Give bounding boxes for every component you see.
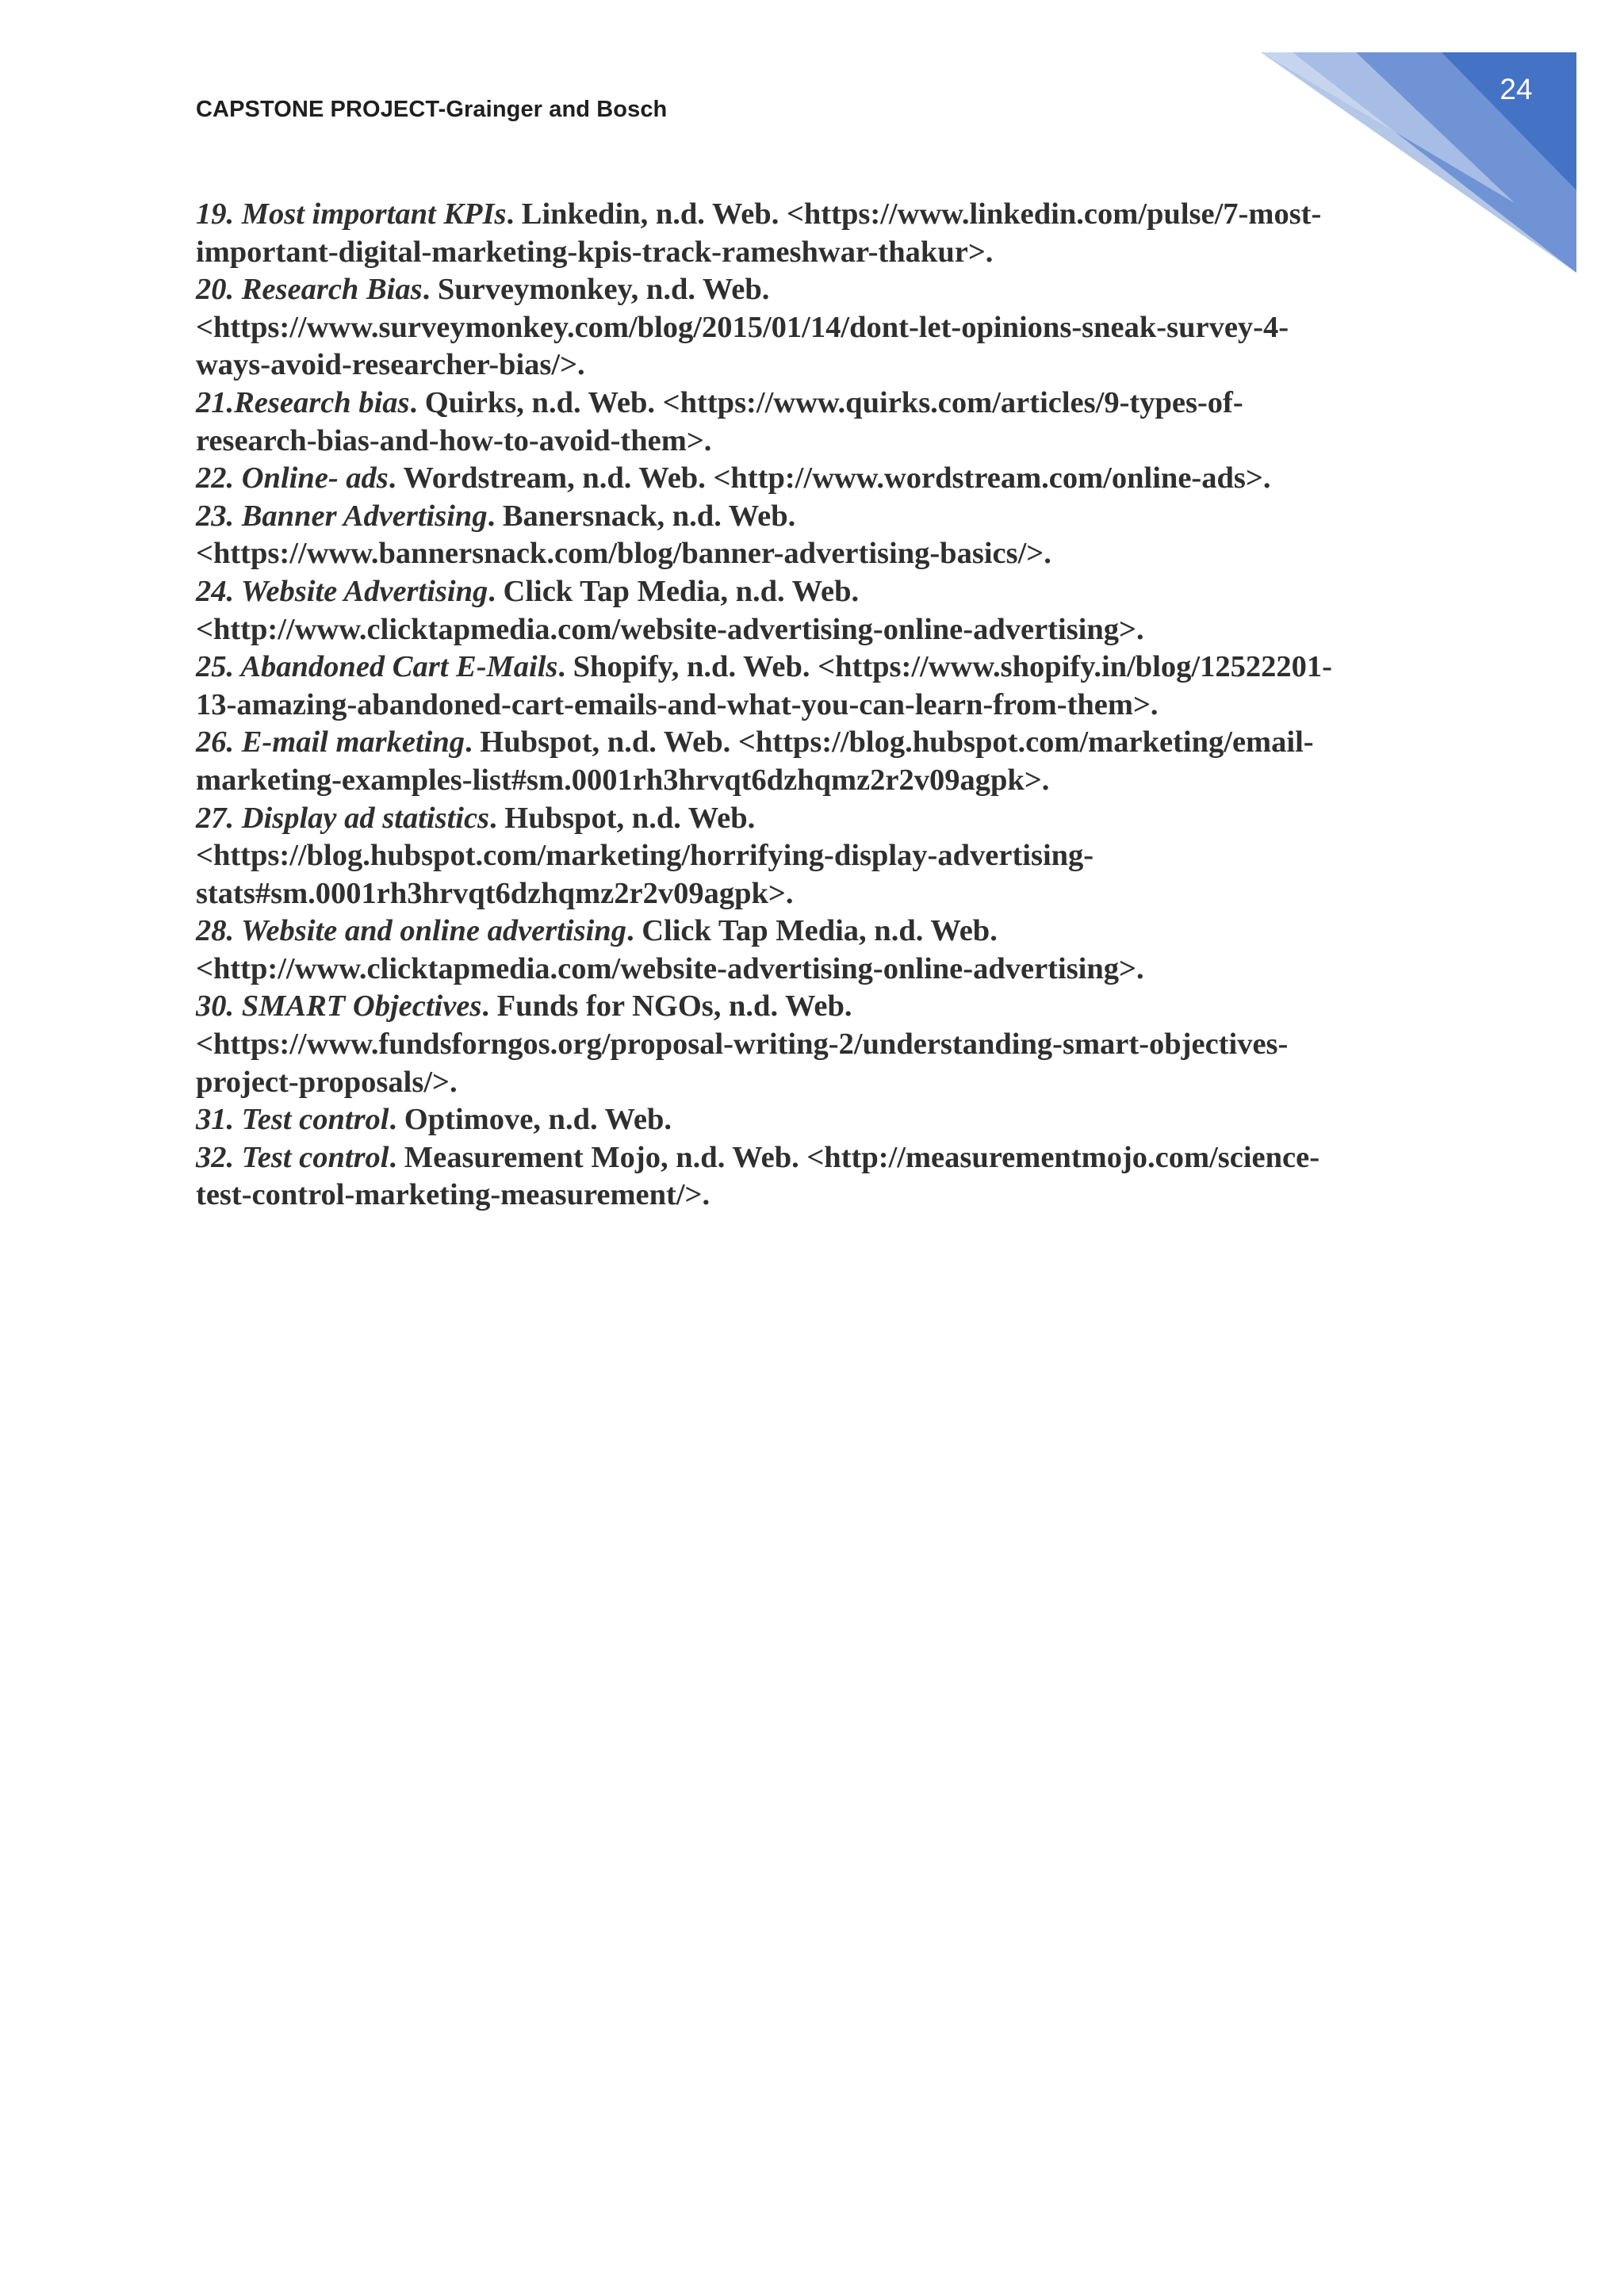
reference-line xyxy=(196,1139,1433,1177)
reference-item xyxy=(196,649,1433,724)
reference-title: 24. Website Advertising xyxy=(196,574,488,608)
reference-item xyxy=(196,573,1433,649)
reference-item xyxy=(196,1139,1433,1215)
reference-item xyxy=(196,724,1433,799)
reference-title: 26. E-mail marketing xyxy=(196,725,465,760)
reference-line xyxy=(196,1101,1433,1139)
reference-item xyxy=(196,460,1433,498)
reference-list xyxy=(196,196,1433,1215)
reference-source: . Optimove, n.d. Web. xyxy=(389,1103,672,1137)
running-header: CAPSTONE PROJECT-Grainger and Bosch xyxy=(196,97,668,122)
reference-title: 32. Test control xyxy=(196,1140,389,1174)
reference-continuation: <https://www.surveymonkey.com/blog/2015/01/14/dont-let-opinions-sneak-survey-4- xyxy=(196,310,1289,344)
reference-item xyxy=(196,800,1433,913)
reference-title: 20. Research Bias xyxy=(196,273,423,307)
reference-source: . Click Tap Media, n.d. Web. xyxy=(626,914,998,948)
reference-title: 23. Banner Advertising xyxy=(196,499,488,533)
reference-source: . Hubspot, n.d. Web. <https://blog.hubspot.com/marketing/email- xyxy=(465,725,1314,760)
reference-source: . Wordstream, n.d. Web. <http://www.wordstream.com/online-ads>. xyxy=(388,461,1271,496)
reference-source: . Click Tap Media, n.d. Web. xyxy=(488,574,860,608)
reference-continuation: 13-amazing-abandoned-cart-emails-and-what-you-can-learn-from-them>. xyxy=(196,687,1159,721)
reference-title: 30. SMART Objectives xyxy=(196,989,482,1024)
reference-line xyxy=(196,385,1433,423)
reference-source: . Funds for NGOs, n.d. Web. xyxy=(481,989,852,1024)
reference-continuation: <http://www.clicktapmedia.com/website-advertising-online-advertising>. xyxy=(196,612,1144,646)
reference-item xyxy=(196,1101,1433,1139)
reference-source: . Surveymonkey, n.d. Web. xyxy=(422,273,770,307)
reference-continuation: marketing-examples-list#sm.0001rh3hrvqt6dzhqmz2r2v09agpk>. xyxy=(196,763,1050,797)
reference-item xyxy=(196,498,1433,573)
reference-item xyxy=(196,271,1433,385)
reference-source: . Measurement Mojo, n.d. Web. <http://measurementmojo.com/science- xyxy=(389,1140,1320,1174)
reference-line xyxy=(196,988,1433,1026)
reference-title: 28. Website and online advertising xyxy=(196,914,626,948)
reference-title: 21.Research bias xyxy=(196,385,410,419)
reference-item xyxy=(196,988,1433,1101)
reference-line xyxy=(196,460,1433,498)
reference-continuation: <http://www.clicktapmedia.com/website-advertising-online-advertising>. xyxy=(196,951,1144,985)
reference-continuation: project-proposals/>. xyxy=(196,1065,458,1099)
reference-title: 19. Most important KPIs xyxy=(196,197,507,231)
reference-title: 22. Online- ads xyxy=(196,461,389,496)
reference-continuation: <https://blog.hubspot.com/marketing/horrifying-display-advertising- xyxy=(196,839,1094,873)
reference-line xyxy=(196,573,1433,611)
reference-item xyxy=(196,913,1433,988)
reference-source: . Linkedin, n.d. Web. <https://www.linkedin.com/pulse/7-most- xyxy=(506,197,1322,231)
reference-source: . Shopify, n.d. Web. <https://www.shopify.in/blog/12522201- xyxy=(557,650,1332,684)
reference-continuation: test-control-marketing-measurement/>. xyxy=(196,1178,710,1212)
reference-source: . Banersnack, n.d. Web. xyxy=(487,499,796,533)
reference-item xyxy=(196,385,1433,460)
reference-line xyxy=(196,724,1433,762)
reference-continuation: important-digital-marketing-kpis-track-rameshwar-thakur>. xyxy=(196,235,994,269)
reference-continuation: ways-avoid-researcher-bias/>. xyxy=(196,348,585,382)
reference-continuation: research-bias-and-how-to-avoid-them>. xyxy=(196,423,712,457)
reference-continuation: <https://www.fundsforngos.org/proposal-writing-2/understanding-smart-objectives- xyxy=(196,1027,1289,1062)
reference-line xyxy=(196,196,1433,234)
reference-line xyxy=(196,271,1433,309)
reference-continuation: <https://www.bannersnack.com/blog/banner-advertising-basics/>. xyxy=(196,537,1051,571)
reference-continuation: stats#sm.0001rh3hrvqt6dzhqmz2r2v09agpk>. xyxy=(196,876,794,910)
reference-item xyxy=(196,196,1433,271)
reference-title: 31. Test control xyxy=(196,1103,389,1137)
reference-title: 25. Abandoned Cart E-Mails xyxy=(196,650,558,684)
reference-line xyxy=(196,800,1433,838)
reference-source: . Quirks, n.d. Web. <https://www.quirks.com/articles/9-types-of- xyxy=(409,385,1243,419)
reference-line xyxy=(196,498,1433,536)
reference-source: . Hubspot, n.d. Web. xyxy=(489,801,756,835)
reference-line xyxy=(196,649,1433,687)
page-number: 24 xyxy=(1500,73,1533,105)
reference-title: 27. Display ad statistics xyxy=(196,801,490,835)
reference-line xyxy=(196,913,1433,951)
